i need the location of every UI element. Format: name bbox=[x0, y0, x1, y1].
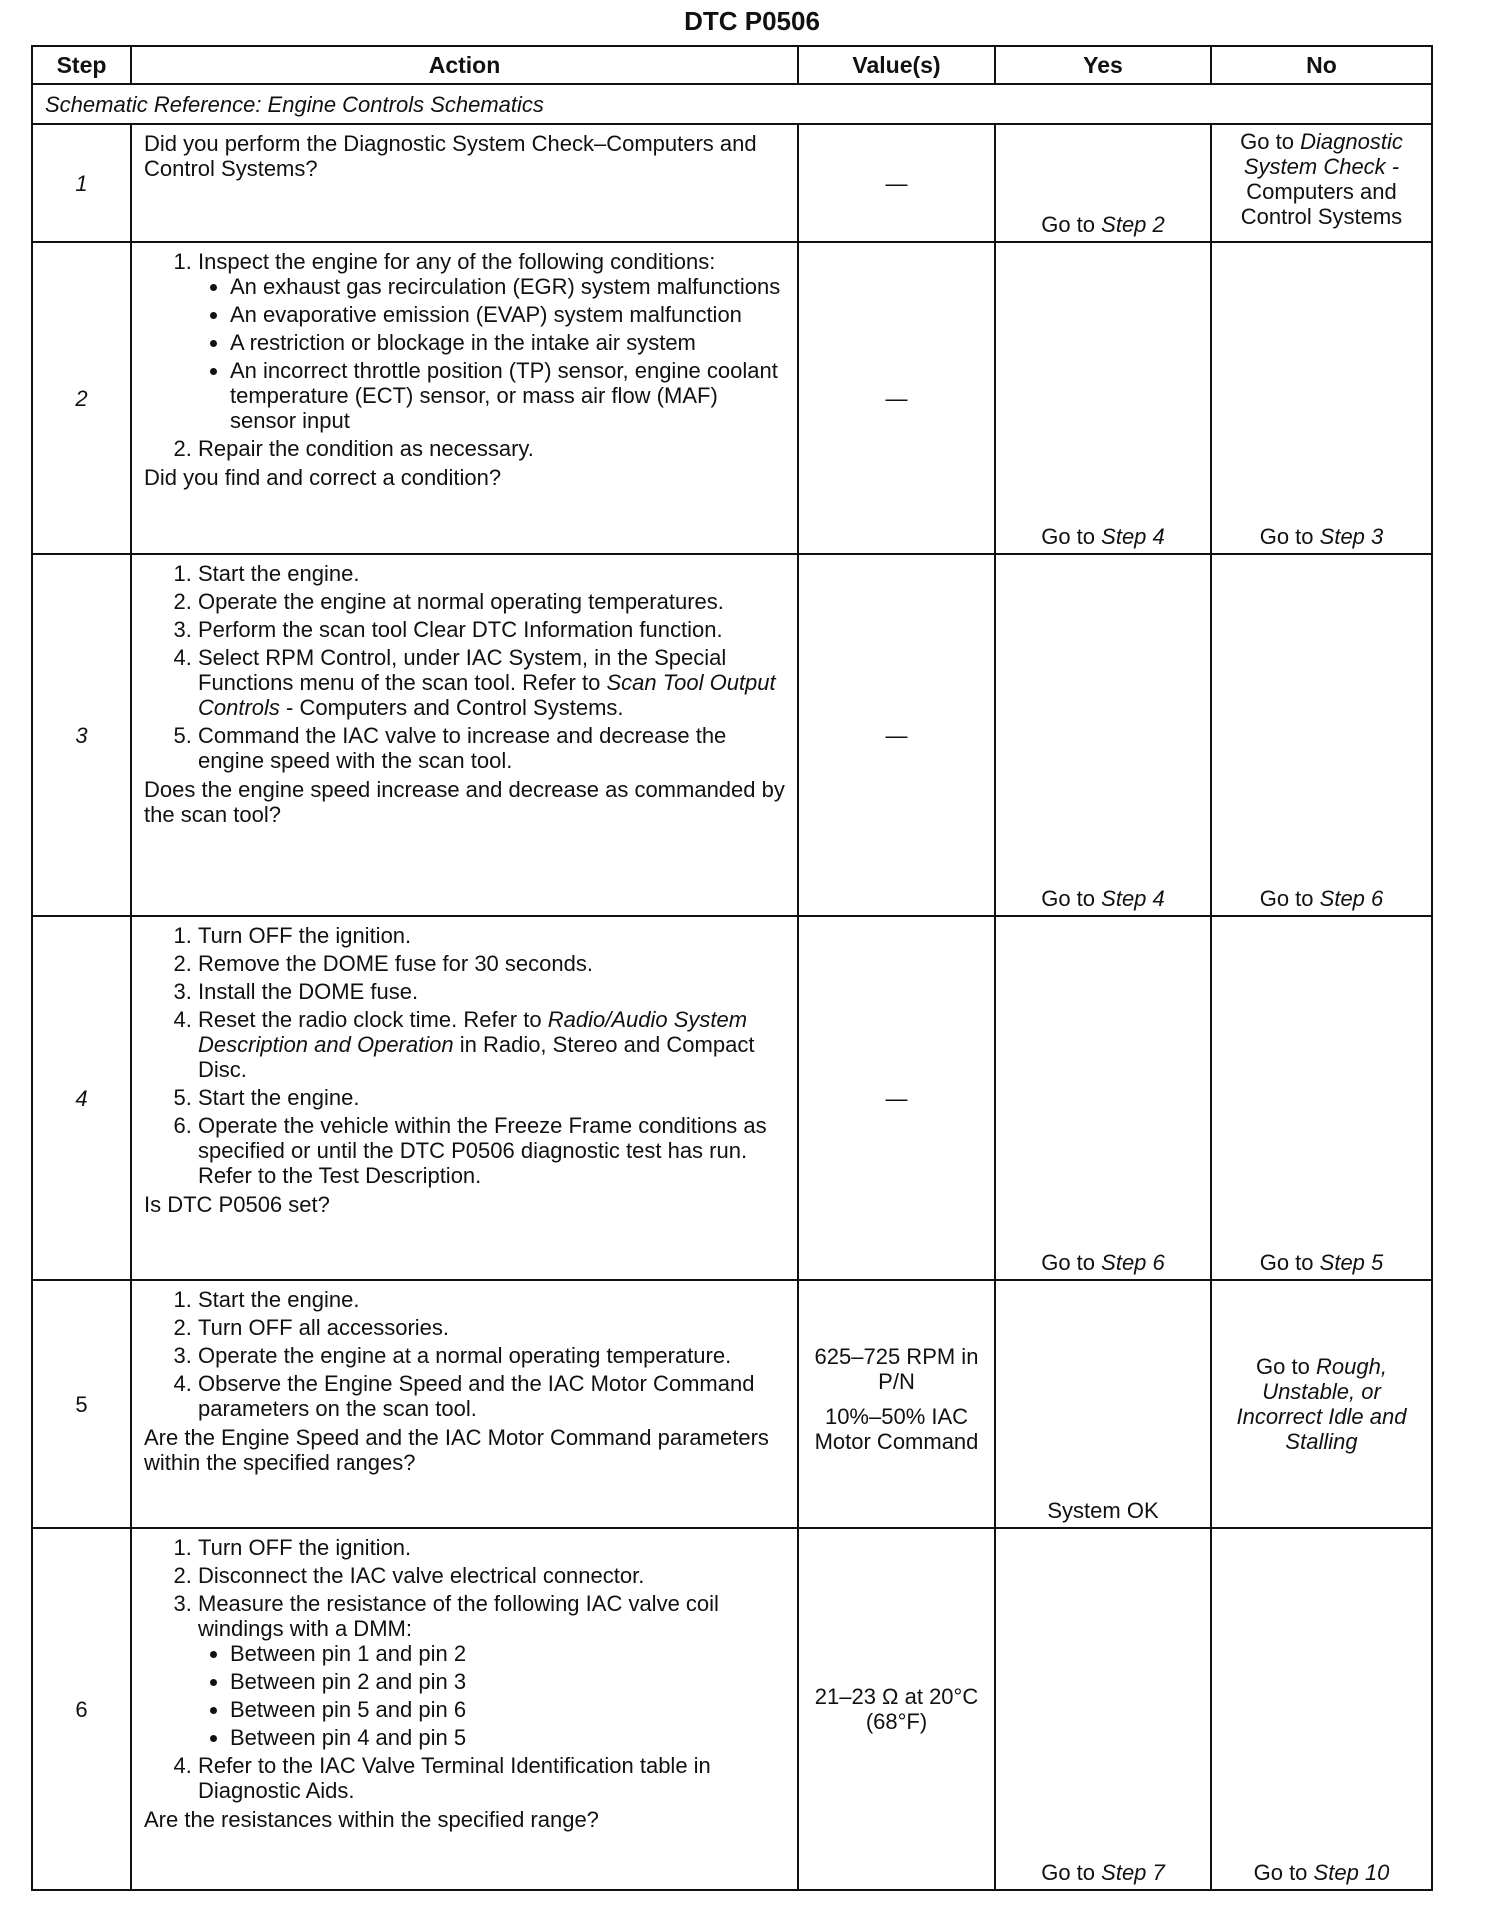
reference-link[interactable]: Radio/Audio System Description and Operation bbox=[198, 1007, 748, 1057]
yes-cell[interactable] bbox=[995, 1280, 1211, 1528]
list-item: 6. Operate the vehicle within the Freeze Frame conditions as specified or until the DTC P0506 diagnostic test has run. Refer to the Test Description. bbox=[198, 1113, 789, 1188]
system-ok-text: System OK bbox=[1047, 1498, 1159, 1523]
list-item: 3. Perform the scan tool Clear DTC Information function. bbox=[198, 617, 789, 642]
question: Are the Engine Speed and the IAC Motor Command parameters within the specified ranges? bbox=[144, 1425, 769, 1475]
action-list bbox=[144, 249, 789, 461]
list-item: • An exhaust gas recirculation (EGR) system malfunctions bbox=[230, 274, 789, 299]
table-row bbox=[32, 554, 1432, 916]
list-item: 4. Select RPM Control, under IAC System, in the Special Functions menu of the scan tool. Refer to Scan Tool Output Controls - Computers and Control Systems. bbox=[198, 645, 789, 720]
list-item: • Between pin 1 and pin 2 bbox=[230, 1641, 789, 1666]
action-cell bbox=[131, 916, 798, 1280]
list-item: 4. Refer to the IAC Valve Terminal Identification table in Diagnostic Aids. bbox=[198, 1753, 789, 1803]
action-list bbox=[144, 923, 789, 1188]
yes-cell[interactable] bbox=[995, 1528, 1211, 1890]
goto-link[interactable]: Step 5 bbox=[1319, 1250, 1384, 1275]
header-row bbox=[32, 46, 1432, 84]
action-cell bbox=[131, 1280, 798, 1528]
header-step: Step bbox=[32, 46, 131, 84]
question: Does the engine speed increase and decrease as commanded by the scan tool? bbox=[144, 777, 785, 827]
step-number: 5 bbox=[32, 1280, 131, 1528]
value-cell: 21–23 Ω at 20°C (68°F) bbox=[798, 1528, 995, 1890]
list-item: 5. Start the engine. bbox=[198, 1085, 789, 1110]
list-item: 3. Measure the resistance of the following IAC valve coil windings with a DMM: • Between pin 1 and pin 2 • Between pin 2 and pin 3 • Between pin 5 and pin 6 • Between pin 4 and pin 5 bbox=[198, 1591, 789, 1750]
list-item: 3. Install the DOME fuse. bbox=[198, 979, 789, 1004]
no-cell[interactable] bbox=[1211, 242, 1432, 554]
goto-prefix: Go to bbox=[1041, 1860, 1096, 1885]
bullet-list bbox=[198, 274, 789, 433]
goto-prefix: Go to bbox=[1240, 129, 1294, 154]
goto-suffix: Computers and Control Systems bbox=[1240, 179, 1403, 229]
list-item: 1. Start the engine. bbox=[198, 1287, 789, 1312]
list-item: 4. Reset the radio clock time. Refer to Radio/Audio System Description and Operation in Radio, Stereo and Compact Disc. bbox=[198, 1007, 789, 1082]
list-item: 2. Turn OFF all accessories. bbox=[198, 1315, 789, 1340]
goto-link[interactable]: Step 4 bbox=[1101, 524, 1165, 549]
goto-prefix: Go to bbox=[1259, 1250, 1314, 1275]
list-item: 1. Turn OFF the ignition. bbox=[198, 923, 789, 948]
goto-link[interactable]: Rough, Unstable, or Incorrect Idle and Stalling bbox=[1236, 1354, 1407, 1454]
yes-cell[interactable] bbox=[995, 124, 1211, 242]
action-list bbox=[144, 1535, 789, 1803]
list-item: 2. Remove the DOME fuse for 30 seconds. bbox=[198, 951, 789, 976]
list-item: • A restriction or blockage in the intake air system bbox=[230, 330, 789, 355]
list-item: • Between pin 4 and pin 5 bbox=[230, 1725, 789, 1750]
goto-prefix: Go to bbox=[1041, 1250, 1096, 1275]
action-list bbox=[144, 561, 789, 773]
goto-prefix: Go to bbox=[1041, 524, 1096, 549]
action-cell bbox=[131, 242, 798, 554]
table-row bbox=[32, 1528, 1432, 1890]
value-cell: — bbox=[798, 916, 995, 1280]
schematic-reference: Schematic Reference: Engine Controls Schematics bbox=[32, 84, 1432, 124]
goto-link[interactable]: Step 6 bbox=[1319, 886, 1384, 911]
list-item: 1. Start the engine. bbox=[198, 561, 789, 586]
no-cell[interactable] bbox=[1211, 124, 1432, 242]
action-list bbox=[144, 1287, 789, 1421]
header-values: Value(s) bbox=[798, 46, 995, 84]
step-number: 2 bbox=[32, 242, 131, 554]
goto-prefix: Go to bbox=[1253, 1860, 1308, 1885]
goto-link[interactable]: Step 7 bbox=[1101, 1860, 1165, 1885]
table-row bbox=[32, 916, 1432, 1280]
question: Did you find and correct a condition? bbox=[144, 465, 502, 490]
value-cell bbox=[798, 1280, 995, 1528]
no-cell[interactable] bbox=[1211, 554, 1432, 916]
goto-link[interactable]: Step 4 bbox=[1101, 886, 1165, 911]
question: Are the resistances within the specified range? bbox=[144, 1807, 599, 1832]
goto-prefix: Go to bbox=[1259, 886, 1314, 911]
value-cell: — bbox=[798, 124, 995, 242]
list-item: 4. Observe the Engine Speed and the IAC Motor Command parameters on the scan tool. bbox=[198, 1371, 789, 1421]
value-cell: — bbox=[798, 554, 995, 916]
action-cell bbox=[131, 1528, 798, 1890]
reference-link[interactable]: Scan Tool Output Controls bbox=[198, 670, 776, 720]
goto-link[interactable]: Step 3 bbox=[1319, 524, 1384, 549]
header-no: No bbox=[1211, 46, 1432, 84]
bullet-list bbox=[198, 1641, 789, 1750]
value-cell: — bbox=[798, 242, 995, 554]
list-item: 2. Operate the engine at normal operating temperatures. bbox=[198, 589, 789, 614]
yes-cell[interactable] bbox=[995, 242, 1211, 554]
table-row bbox=[32, 1280, 1432, 1528]
list-item: • An evaporative emission (EVAP) system malfunction bbox=[230, 302, 789, 327]
step-number: 1 bbox=[32, 124, 131, 242]
dtc-table bbox=[31, 45, 1433, 1891]
list-item: 5. Command the IAC valve to increase and decrease the engine speed with the scan tool. bbox=[198, 723, 789, 773]
table-row bbox=[32, 242, 1432, 554]
goto-link[interactable]: Step 6 bbox=[1101, 1250, 1165, 1275]
question: Is DTC P0506 set? bbox=[144, 1192, 330, 1217]
yes-cell[interactable] bbox=[995, 554, 1211, 916]
page-title: DTC P0506 bbox=[684, 6, 820, 36]
list-item: 2. Repair the condition as necessary. bbox=[198, 436, 789, 461]
list-item: 1. Inspect the engine for any of the following conditions: • An exhaust gas recirculation (EGR) system malfunctions • An evaporative emission (EVAP) system malfunction • A restriction or blockage in the intake air system • An incorrect throttle position (TP) sensor, engine coolant temperature (ECT) sensor, or mass air flow (MAF) sensor input bbox=[198, 249, 789, 433]
step-number: 4 bbox=[32, 916, 131, 1280]
goto-prefix: Go to bbox=[1041, 212, 1096, 237]
header-action: Action bbox=[131, 46, 798, 84]
table-row bbox=[32, 124, 1432, 242]
schematic-reference-row bbox=[32, 84, 1432, 124]
list-item: • Between pin 2 and pin 3 bbox=[230, 1669, 789, 1694]
goto-prefix: Go to bbox=[1256, 1354, 1310, 1379]
action-cell bbox=[131, 554, 798, 916]
goto-link[interactable]: Step 10 bbox=[1313, 1860, 1390, 1885]
list-item: 3. Operate the engine at a normal operating temperature. bbox=[198, 1343, 789, 1368]
list-item: • Between pin 5 and pin 6 bbox=[230, 1697, 789, 1722]
goto-prefix: Go to bbox=[1259, 524, 1314, 549]
no-cell[interactable] bbox=[1211, 916, 1432, 1280]
question: Did you perform the Diagnostic System Check–Computers and Control Systems? bbox=[144, 131, 757, 181]
value-line: 625–725 RPM in P/N bbox=[814, 1344, 979, 1394]
yes-cell[interactable] bbox=[995, 916, 1211, 1280]
goto-prefix: Go to bbox=[1041, 886, 1096, 911]
goto-link[interactable]: Step 2 bbox=[1101, 212, 1165, 237]
step-number: 3 bbox=[32, 554, 131, 916]
header-yes: Yes bbox=[995, 46, 1211, 84]
list-item: 2. Disconnect the IAC valve electrical connector. bbox=[198, 1563, 789, 1588]
value-line: 10%–50% IAC Motor Command bbox=[814, 1404, 979, 1454]
goto-link[interactable]: Diagnostic System Check - bbox=[1243, 129, 1403, 179]
no-cell[interactable] bbox=[1211, 1280, 1432, 1528]
list-item: 1. Turn OFF the ignition. bbox=[198, 1535, 789, 1560]
list-item: • An incorrect throttle position (TP) sensor, engine coolant temperature (ECT) sensor, or mass air flow (MAF) sensor input bbox=[230, 358, 789, 433]
step-number: 6 bbox=[32, 1528, 131, 1890]
action-cell bbox=[131, 124, 798, 242]
no-cell[interactable] bbox=[1211, 1528, 1432, 1890]
